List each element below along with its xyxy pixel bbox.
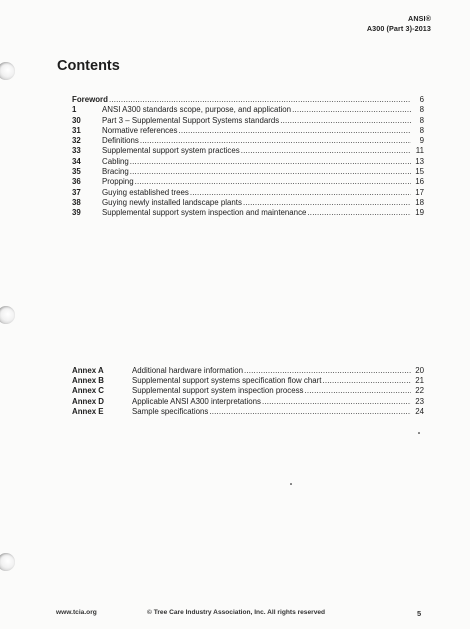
toc-entry-title: Guying newly installed landscape plants [102, 197, 242, 207]
toc-entry-page: 6 [419, 95, 424, 104]
toc-entry-number: 39 [72, 208, 81, 218]
toc-entry[interactable] [72, 105, 424, 115]
footer-page-number: 5 [417, 609, 422, 618]
toc-entry-page: 16 [415, 177, 424, 187]
annex-list [72, 366, 424, 417]
toc-entry[interactable] [72, 188, 424, 198]
annex-title: Supplemental support system inspection process [132, 386, 304, 396]
annex-leader [132, 366, 411, 376]
scan-speck [290, 483, 292, 485]
toc-entry-page: 17 [415, 187, 424, 197]
toc-entry-number: 34 [72, 156, 81, 166]
annex-page: 20 [415, 366, 424, 375]
toc-entry-title: Cabling [102, 156, 129, 166]
toc-entry-title: Bracing [102, 167, 129, 177]
toc-entry[interactable] [72, 208, 424, 218]
toc-entry-title: Guying established trees [102, 187, 189, 197]
annex-label: Annex A [72, 366, 104, 375]
toc-entry-number: 35 [72, 167, 81, 177]
toc-entry-leader [102, 177, 411, 187]
toc-entry-leader [102, 208, 411, 218]
binder-hole-top [0, 62, 15, 80]
toc-entry-number: 31 [72, 125, 81, 135]
toc-entry[interactable] [72, 198, 424, 208]
toc-entry-leader [102, 136, 411, 146]
toc-entry-page: 19 [415, 208, 424, 218]
toc-entry-leader [102, 146, 411, 156]
scan-speck [418, 432, 420, 434]
toc-entry-number: 32 [72, 136, 81, 146]
toc-entry-page: 9 [419, 136, 424, 146]
toc-entry-title: Supplemental support system practices [102, 146, 240, 156]
toc-entry-page: 18 [415, 197, 424, 207]
header-standard-mark: ANSI® [408, 14, 431, 23]
toc-entry-number: 38 [72, 197, 81, 207]
annex-entry[interactable] [72, 366, 424, 376]
toc-entry[interactable] [72, 167, 424, 177]
toc-entry-foreword[interactable] [72, 95, 424, 105]
toc-entry-number: 36 [72, 177, 81, 187]
toc-entry-leader [102, 105, 411, 115]
toc-entry[interactable] [72, 146, 424, 156]
annex-entry[interactable] [72, 376, 424, 386]
header-standard-id: A300 (Part 3)-2013 [366, 24, 431, 33]
toc-entry-leader [102, 198, 411, 208]
page-title: Contents [57, 58, 120, 74]
binder-hole-middle [0, 306, 15, 324]
toc-entry[interactable] [72, 136, 424, 146]
toc-entry-number: 30 [72, 115, 81, 125]
toc-entry[interactable] [72, 126, 424, 136]
annex-page: 22 [415, 386, 424, 396]
footer-website: www.tcia.org [56, 609, 97, 616]
annex-entry[interactable] [72, 386, 424, 396]
annex-entry[interactable] [72, 407, 424, 417]
toc-entry-page: 8 [419, 125, 424, 135]
toc-entry-page: 8 [419, 115, 424, 125]
toc-entry-leader [102, 167, 411, 177]
toc-entry-leader [102, 157, 411, 167]
toc-entry-number: 33 [72, 146, 81, 156]
toc-entry-leader [102, 188, 411, 198]
toc-entry-page: 8 [419, 105, 424, 115]
toc-entry-number: 37 [72, 187, 81, 197]
toc-entry-title: Definitions [102, 136, 139, 146]
toc-entry-title: Part 3 – Supplemental Support Systems standards [102, 115, 280, 125]
annex-title: Supplemental support systems specification flow chart [132, 376, 322, 386]
toc-entry-leader [102, 126, 411, 136]
table-of-contents [72, 95, 424, 219]
annex-label: Annex C [72, 386, 105, 396]
toc-entry-title: Normative references [102, 125, 178, 135]
annex-label: Annex D [72, 396, 105, 406]
toc-entry[interactable] [72, 116, 424, 126]
annex-label: Annex E [72, 406, 104, 416]
binder-hole-bottom [0, 553, 15, 571]
annex-leader [132, 397, 411, 407]
annex-entry[interactable] [72, 397, 424, 407]
annex-title: Applicable ANSI A300 interpretations [132, 396, 261, 406]
annex-page: 24 [415, 406, 424, 416]
toc-entry-title: Supplemental support system inspection and maintenance [102, 208, 307, 218]
toc-entry-title: ANSI A300 standards scope, purpose, and application [102, 105, 292, 115]
toc-entry-leader [72, 95, 411, 105]
footer-copyright: © Tree Care Industry Association, Inc. All rights reserved [147, 609, 326, 616]
toc-entry-page: 13 [415, 156, 424, 166]
annex-leader [132, 407, 411, 417]
annex-page: 21 [415, 376, 424, 386]
annex-label: Annex B [72, 376, 105, 386]
toc-entry-title: Foreword [72, 95, 108, 104]
annex-title: Additional hardware information [132, 366, 243, 375]
toc-entry-page: 11 [415, 146, 424, 156]
toc-entry-page: 15 [415, 167, 424, 177]
toc-entry-leader [102, 116, 411, 126]
toc-entry-title: Propping [102, 177, 134, 187]
annex-title: Sample specifications [132, 406, 209, 416]
toc-entry[interactable] [72, 157, 424, 167]
annex-leader [132, 376, 411, 386]
annex-leader [132, 386, 411, 396]
toc-entry-number: 1 [72, 105, 77, 115]
annex-page: 23 [415, 396, 424, 406]
toc-entry[interactable] [72, 177, 424, 187]
